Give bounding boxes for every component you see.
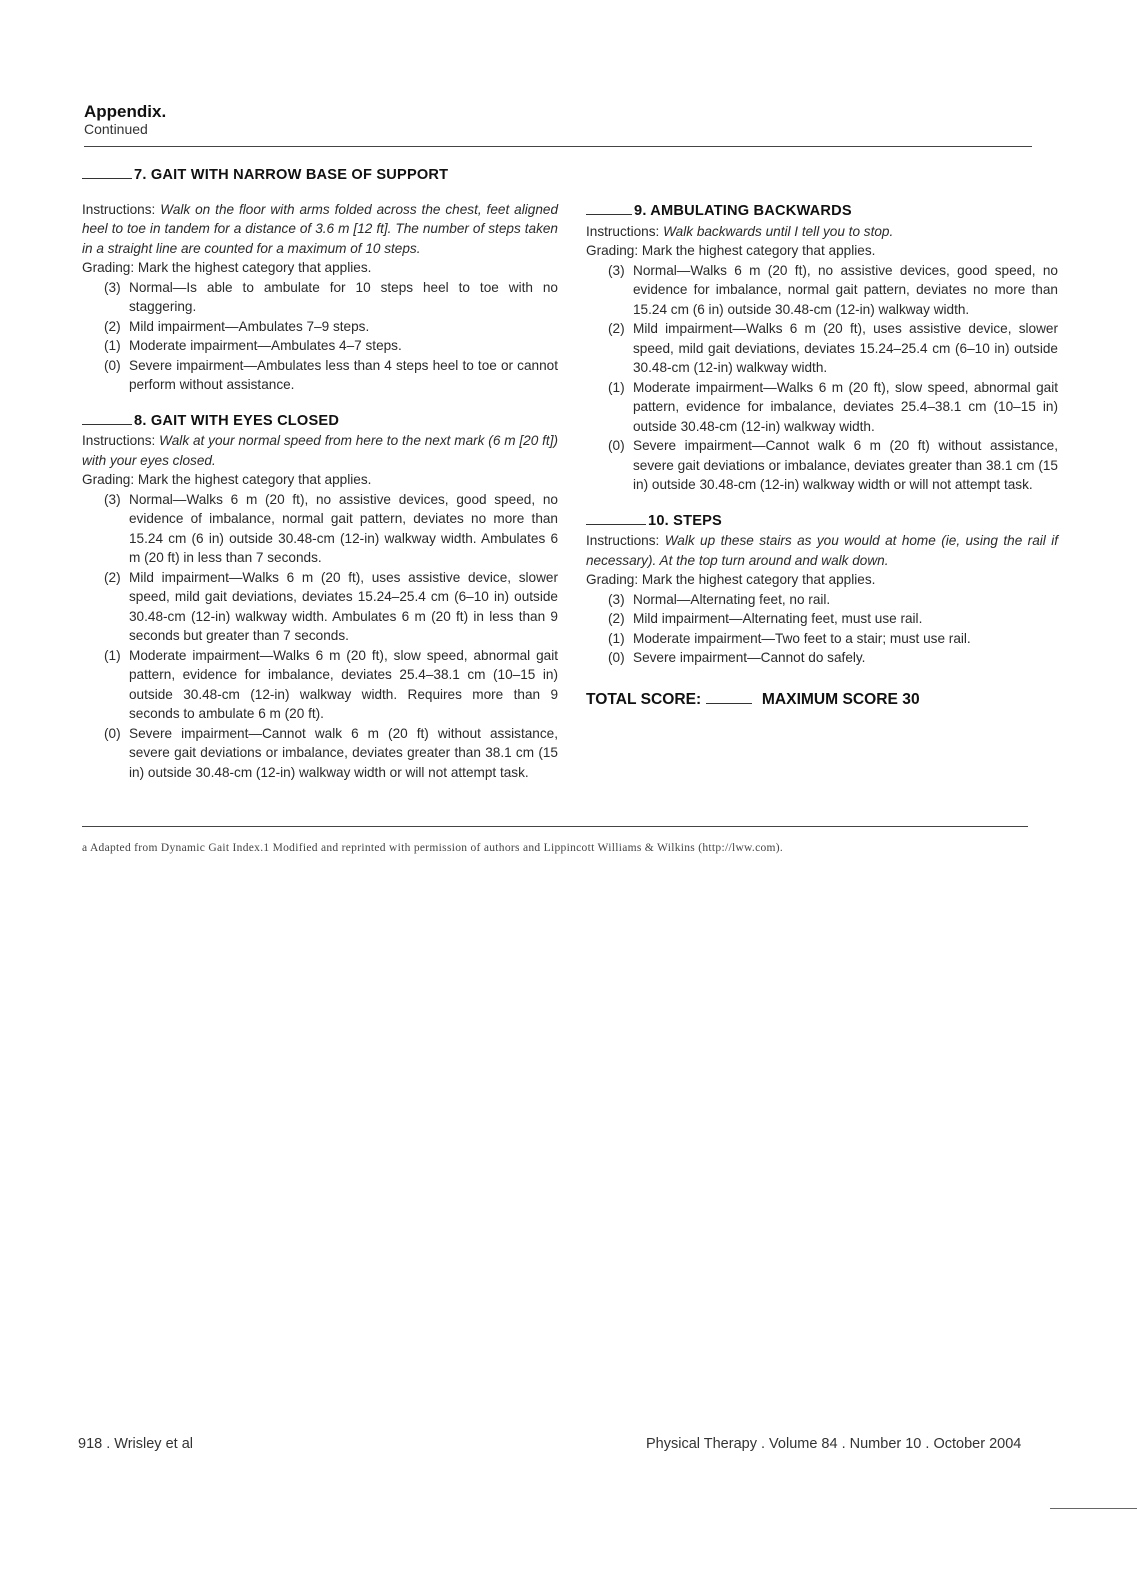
section-10-item: (3) Normal—Alternating feet, no rail. <box>608 591 831 607</box>
total-score-label: TOTAL SCORE: <box>586 690 702 708</box>
section-10-item: (2) Mild impairment—Alternating feet, must use rail. <box>608 611 923 626</box>
section-7-instructions: Instructions: Walk on the floor with arms folded across the chest, feet aligned heel to toe in tandem for a distance of 3.6 m [12 ft]. The number of steps taken in a straight line are counted for a maximum of 10 steps. <box>82 201 559 256</box>
section-8-item: (0) Severe impairment—Cannot walk 6 m (20 ft) without assistance, severe gait deviations or imbalance, deviates greater than 38.1 cm (15 in) outside 30.48-cm (12-in) walkway width or will not attempt task. <box>104 725 558 780</box>
total-score-blank[interactable] <box>706 691 752 704</box>
section-9-heading <box>586 202 1058 222</box>
total-score-line <box>586 690 1058 710</box>
right-column <box>586 202 1058 709</box>
section-7-title: 7. GAIT WITH NARROW BASE OF SUPPORT <box>134 167 449 183</box>
section-9-item: (1) Moderate impairment—Walks 6 m (20 ft), slow speed, abnormal gait pattern, evidence for imbalance, deviates 25.4–38.1 cm (10–15 in) outside 30.48-cm (12-in) walkway width. <box>608 379 1058 434</box>
section-8-item: (3) Normal—Walks 6 m (20 ft), no assistive devices, good speed, no evidence of imbalance, normal gait pattern, deviates no more than 15.24 cm (6 in) outside 30.48-cm (12-in) walkway width. Ambulates 6 m (20 ft) in less than 7 seconds. <box>104 491 558 565</box>
section-7-item: (2) Mild impairment—Ambulates 7–9 steps. <box>104 318 370 334</box>
section-7-item: (0) Severe impairment—Ambulates less than 4 steps heel to toe or cannot perform without assistance. <box>104 357 558 392</box>
section-7-item: (1) Moderate impairment—Ambulates 4–7 steps. <box>104 338 402 353</box>
score-blank-8[interactable] <box>82 412 132 425</box>
section-8-instructions: Instructions: Walk at your normal speed from here to the next mark (6 m [20 ft]) with your eyes closed. <box>82 433 559 468</box>
section-7-grading: Grading: Mark the highest category that applies. <box>82 260 372 275</box>
section-7-heading <box>82 166 558 186</box>
page-footer-left: 918 . Wrisley et al <box>78 1436 193 1452</box>
section-10-item: (1) Moderate impairment—Two feet to a stair; must use rail. <box>608 630 971 646</box>
score-blank-7[interactable] <box>82 166 132 179</box>
section-10-heading <box>586 512 1058 532</box>
score-blank-9[interactable] <box>586 202 632 215</box>
section-9-instructions: Instructions: Walk backwards until I tell you to stop. <box>586 223 894 239</box>
section-10-grading: Grading: Mark the highest category that applies. <box>586 572 876 587</box>
section-8-grading: Grading: Mark the highest category that applies. <box>82 472 372 487</box>
section-7-item: (3) Normal—Is able to ambulate for 10 steps heel to toe with no staggering. <box>104 279 558 314</box>
left-column <box>82 166 558 782</box>
page-footer-right: Physical Therapy . Volume 84 . Number 10 . October 2004 <box>646 1436 1022 1452</box>
section-10-item: (0) Severe impairment—Cannot do safely. <box>608 650 866 665</box>
section-8-title: 8. GAIT WITH EYES CLOSED <box>134 412 340 429</box>
score-blank-10[interactable] <box>586 512 646 525</box>
footnote-rule <box>82 826 1028 827</box>
section-9-item: (2) Mild impairment—Walks 6 m (20 ft), uses assistive device, slower speed, mild gait deviations, deviates 15.24–25.4 cm (6–10 in) outside 30.48-cm (12-in) walkway width. <box>608 321 1058 375</box>
section-9-item: (0) Severe impairment—Cannot walk 6 m (20 ft) without assistance, severe gait deviations or imbalance, deviates greater than 38.1 cm (15 in) outside 30.48-cm (12-in) walkway width or will not attempt task. <box>608 438 1058 492</box>
section-8-item: (1) Moderate impairment—Walks 6 m (20 ft), slow speed, abnormal gait pattern, evidence for imbalance, deviates 25.4–38.1 cm (10–15 in) outside 30.48-cm (12-in) walkway width. Requires more than 9 seconds to ambulate 6 m (20 ft). <box>104 647 558 721</box>
header-rule <box>84 146 1032 147</box>
appendix-subtitle: Continued <box>84 121 148 137</box>
maximum-score-label: MAXIMUM SCORE 30 <box>761 690 920 708</box>
section-8-heading <box>82 412 558 432</box>
section-9-grading: Grading: Mark the highest category that applies. <box>586 243 876 258</box>
section-10-title: 10. STEPS <box>648 512 722 529</box>
appendix-title: Appendix. <box>84 102 167 121</box>
section-9-item: (3) Normal—Walks 6 m (20 ft), no assistive devices, good speed, no evidence for imbalance, normal gait pattern, deviates no more than 15.24 cm (6 in) outside 30.48-cm (12-in) walkway width. <box>608 262 1058 317</box>
section-9-title: 9. AMBULATING BACKWARDS <box>634 203 852 219</box>
page-edge-rule <box>1050 1508 1137 1509</box>
footnote: a Adapted from Dynamic Gait Index.1 Modified and reprinted with permission of authors and Lippincott Williams & Wilkins (http://lww.com). <box>82 842 784 854</box>
section-8-item: (2) Mild impairment—Walks 6 m (20 ft), uses assistive device, slower speed, mild gait deviations, deviates 15.24–25.4 cm (6–10 in) outside 30.48-cm (12-in) walkway width. Ambulates 6 m (20 ft) in less than 9 seconds but greater than 7 seconds. <box>104 569 558 643</box>
section-10-instructions: Instructions: Walk up these stairs as you would at home (ie, using the rail if necessary). At the top turn around and walk down. <box>586 533 1059 568</box>
